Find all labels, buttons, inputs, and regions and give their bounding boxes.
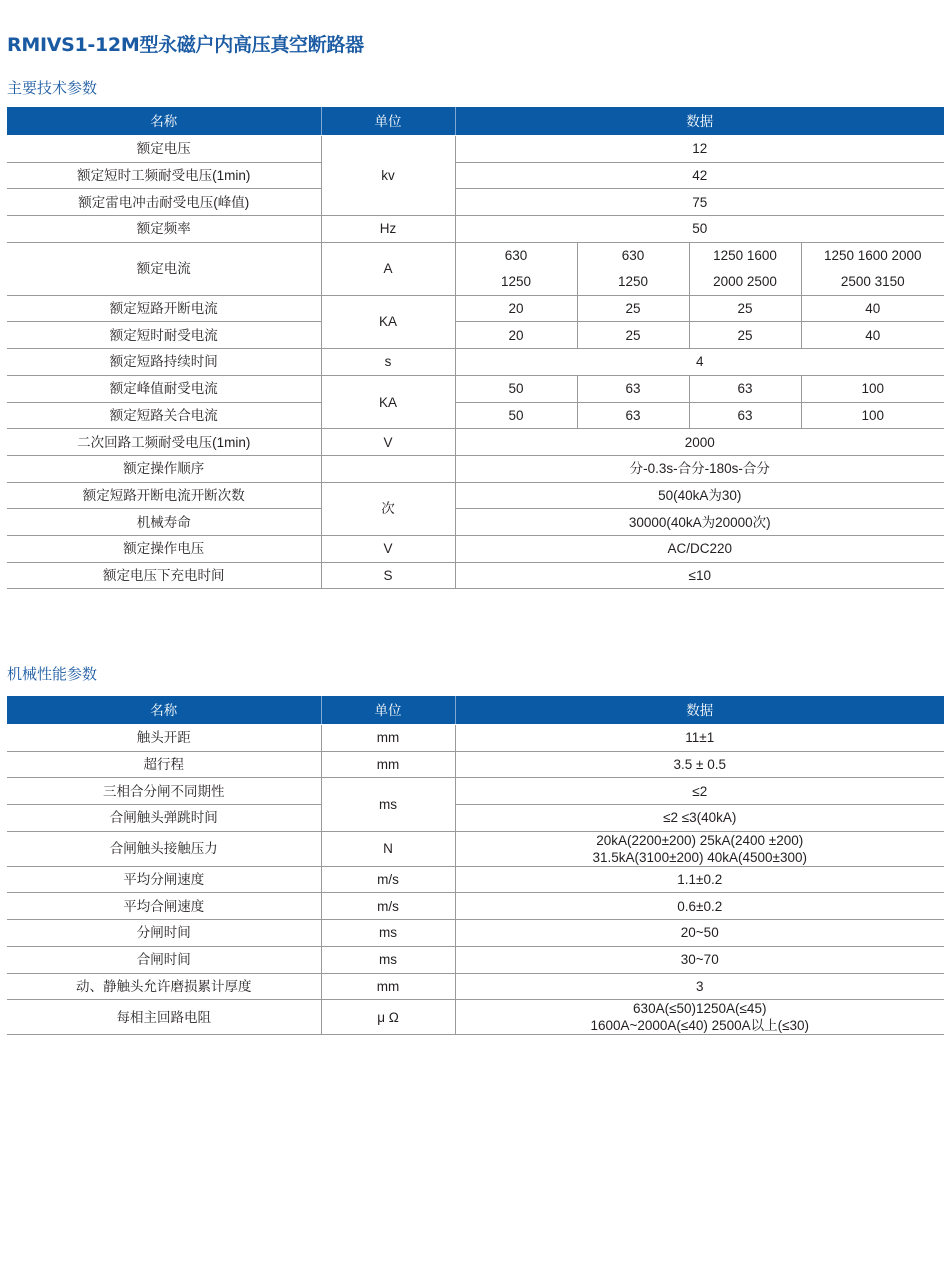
table-row [7,216,944,243]
table-row [7,778,944,805]
row-name: 额定短路开断电流开断次数 [7,482,321,509]
table-row [7,136,944,163]
row-value-cell [455,242,577,295]
mech-params-table [7,696,944,1035]
header-data: 数据 [455,697,944,725]
row-unit: kv [321,136,455,216]
row-name: 每相主回路电阻 [7,1000,321,1035]
value-line: 31.5kA(3100±200) 40kA(4500±300) [592,849,807,865]
row-unit: mm [321,751,455,778]
row-value: 分-0.3s-合分-180s-合分 [455,455,944,482]
section-title-tech: 主要技术参数 [7,79,98,97]
row-name: 平均分闸速度 [7,866,321,893]
table-row [7,751,944,778]
value-line: 630 [621,247,645,263]
row-name: 合闸时间 [7,946,321,973]
row-value-cell: 100 [801,375,944,402]
table-row [7,509,944,536]
row-value: 30~70 [455,946,944,973]
row-value: 2000 [455,429,944,456]
row-value-cell [801,242,944,295]
row-value-cell [577,242,689,295]
row-value: 11±1 [455,725,944,752]
table-row [7,562,944,589]
row-value: ≤10 [455,562,944,589]
table-row [7,920,944,947]
row-value: 42 [455,162,944,189]
value-line: 1250 [617,273,649,289]
row-name: 额定峰值耐受电流 [7,375,321,402]
table-row [7,893,944,920]
row-value-cell: 63 [689,375,801,402]
section-title-mech: 机械性能参数 [7,665,98,683]
row-name: 额定短时耐受电流 [7,322,321,349]
row-value-cell: 20 [455,295,577,322]
value-line: 630A(≤50)1250A(≤45) [633,1001,767,1017]
row-name: 平均合闸速度 [7,893,321,920]
row-unit: V [321,535,455,562]
row-unit: μ Ω [321,1000,455,1035]
row-unit: m/s [321,893,455,920]
row-unit: 次 [321,482,455,535]
row-unit: m/s [321,866,455,893]
row-name: 额定短路开断电流 [7,295,321,322]
page-title: RMIVS1-12M型永磁户内高压真空断路器 [7,34,364,56]
row-name: 合闸触头弹跳时间 [7,805,321,832]
row-unit: S [321,562,455,589]
row-name: 额定操作顺序 [7,455,321,482]
row-value-cell: 50 [455,402,577,429]
row-unit: ms [321,946,455,973]
row-name: 额定电压 [7,136,321,163]
value-line: 1250 [500,273,532,289]
table-row [7,402,944,429]
row-unit: A [321,242,455,295]
table-header-row [7,108,944,136]
row-value-cell: 100 [801,402,944,429]
table-row [7,162,944,189]
row-name: 合闸触头接触压力 [7,831,321,866]
table-row [7,242,944,295]
row-name: 二次回路工频耐受电压(1min) [7,429,321,456]
row-value: 20~50 [455,920,944,947]
row-value-cell [689,242,801,295]
row-name: 额定短时工频耐受电压(1min) [7,162,321,189]
table-row [7,1000,944,1035]
row-value-cell [455,1000,944,1035]
row-name: 额定电流 [7,242,321,295]
row-unit: V [321,429,455,456]
row-name: 额定短路持续时间 [7,349,321,376]
row-value: 3.5 ± 0.5 [455,751,944,778]
table-row [7,973,944,1000]
header-unit: 单位 [321,108,455,136]
table-row [7,375,944,402]
table-row [7,295,944,322]
row-value-cell: 63 [689,402,801,429]
row-unit: ms [321,778,455,831]
table-row [7,725,944,752]
row-value: 75 [455,189,944,216]
row-value: 12 [455,136,944,163]
row-value: 1.1±0.2 [455,866,944,893]
row-name: 额定短路关合电流 [7,402,321,429]
row-unit: KA [321,375,455,428]
row-value: 30000(40kA为20000次) [455,509,944,536]
row-unit: mm [321,973,455,1000]
row-name: 额定雷电冲击耐受电压(峰值) [7,189,321,216]
tech-params-table [7,107,944,589]
row-name: 额定操作电压 [7,535,321,562]
value-line: 2000 2500 [713,273,777,289]
row-value: AC/DC220 [455,535,944,562]
row-unit [321,455,455,482]
row-unit: s [321,349,455,376]
row-unit: KA [321,295,455,348]
row-value-cell: 40 [801,295,944,322]
row-name: 触头开距 [7,725,321,752]
value-line: 630 [504,247,528,263]
table-row [7,482,944,509]
value-line: 20kA(2200±200) 25kA(2400 ±200) [596,832,804,848]
row-value: 50 [455,216,944,243]
row-value: 0.6±0.2 [455,893,944,920]
row-value: ≤2 ≤3(40kA) [455,805,944,832]
row-value-cell: 25 [577,295,689,322]
row-name: 动、静触头允许磨损累计厚度 [7,973,321,1000]
row-name: 三相合分闸不同期性 [7,778,321,805]
value-line: 1250 1600 2000 [823,247,922,263]
row-unit: Hz [321,216,455,243]
row-value: ≤2 [455,778,944,805]
value-line: 1250 1600 [713,247,777,263]
row-name: 分闸时间 [7,920,321,947]
row-value: 50(40kA为30) [455,482,944,509]
value-line: 1600A~2000A(≤40) 2500A以上(≤30) [590,1018,810,1034]
table-header-row [7,697,944,725]
row-name: 额定电压下充电时间 [7,562,321,589]
row-value-cell: 20 [455,322,577,349]
header-unit: 单位 [321,697,455,725]
header-name: 名称 [7,697,321,725]
table-row [7,349,944,376]
row-value-cell: 50 [455,375,577,402]
table-row [7,322,944,349]
table-row [7,455,944,482]
row-value-cell: 40 [801,322,944,349]
value-line: 2500 3150 [840,273,905,289]
row-unit: ms [321,920,455,947]
header-data: 数据 [455,108,944,136]
table-row [7,535,944,562]
row-value-cell: 25 [689,322,801,349]
header-name: 名称 [7,108,321,136]
table-row [7,866,944,893]
row-name: 超行程 [7,751,321,778]
table-row [7,831,944,866]
row-unit: N [321,831,455,866]
row-value: 3 [455,973,944,1000]
row-name: 额定频率 [7,216,321,243]
row-name: 机械寿命 [7,509,321,536]
row-value-cell [455,831,944,866]
row-value: 4 [455,349,944,376]
row-value-cell: 63 [577,402,689,429]
table-row [7,805,944,832]
row-value-cell: 25 [689,295,801,322]
table-row [7,429,944,456]
table-row [7,946,944,973]
row-value-cell: 63 [577,375,689,402]
row-unit: mm [321,725,455,752]
row-value-cell: 25 [577,322,689,349]
table-row [7,189,944,216]
